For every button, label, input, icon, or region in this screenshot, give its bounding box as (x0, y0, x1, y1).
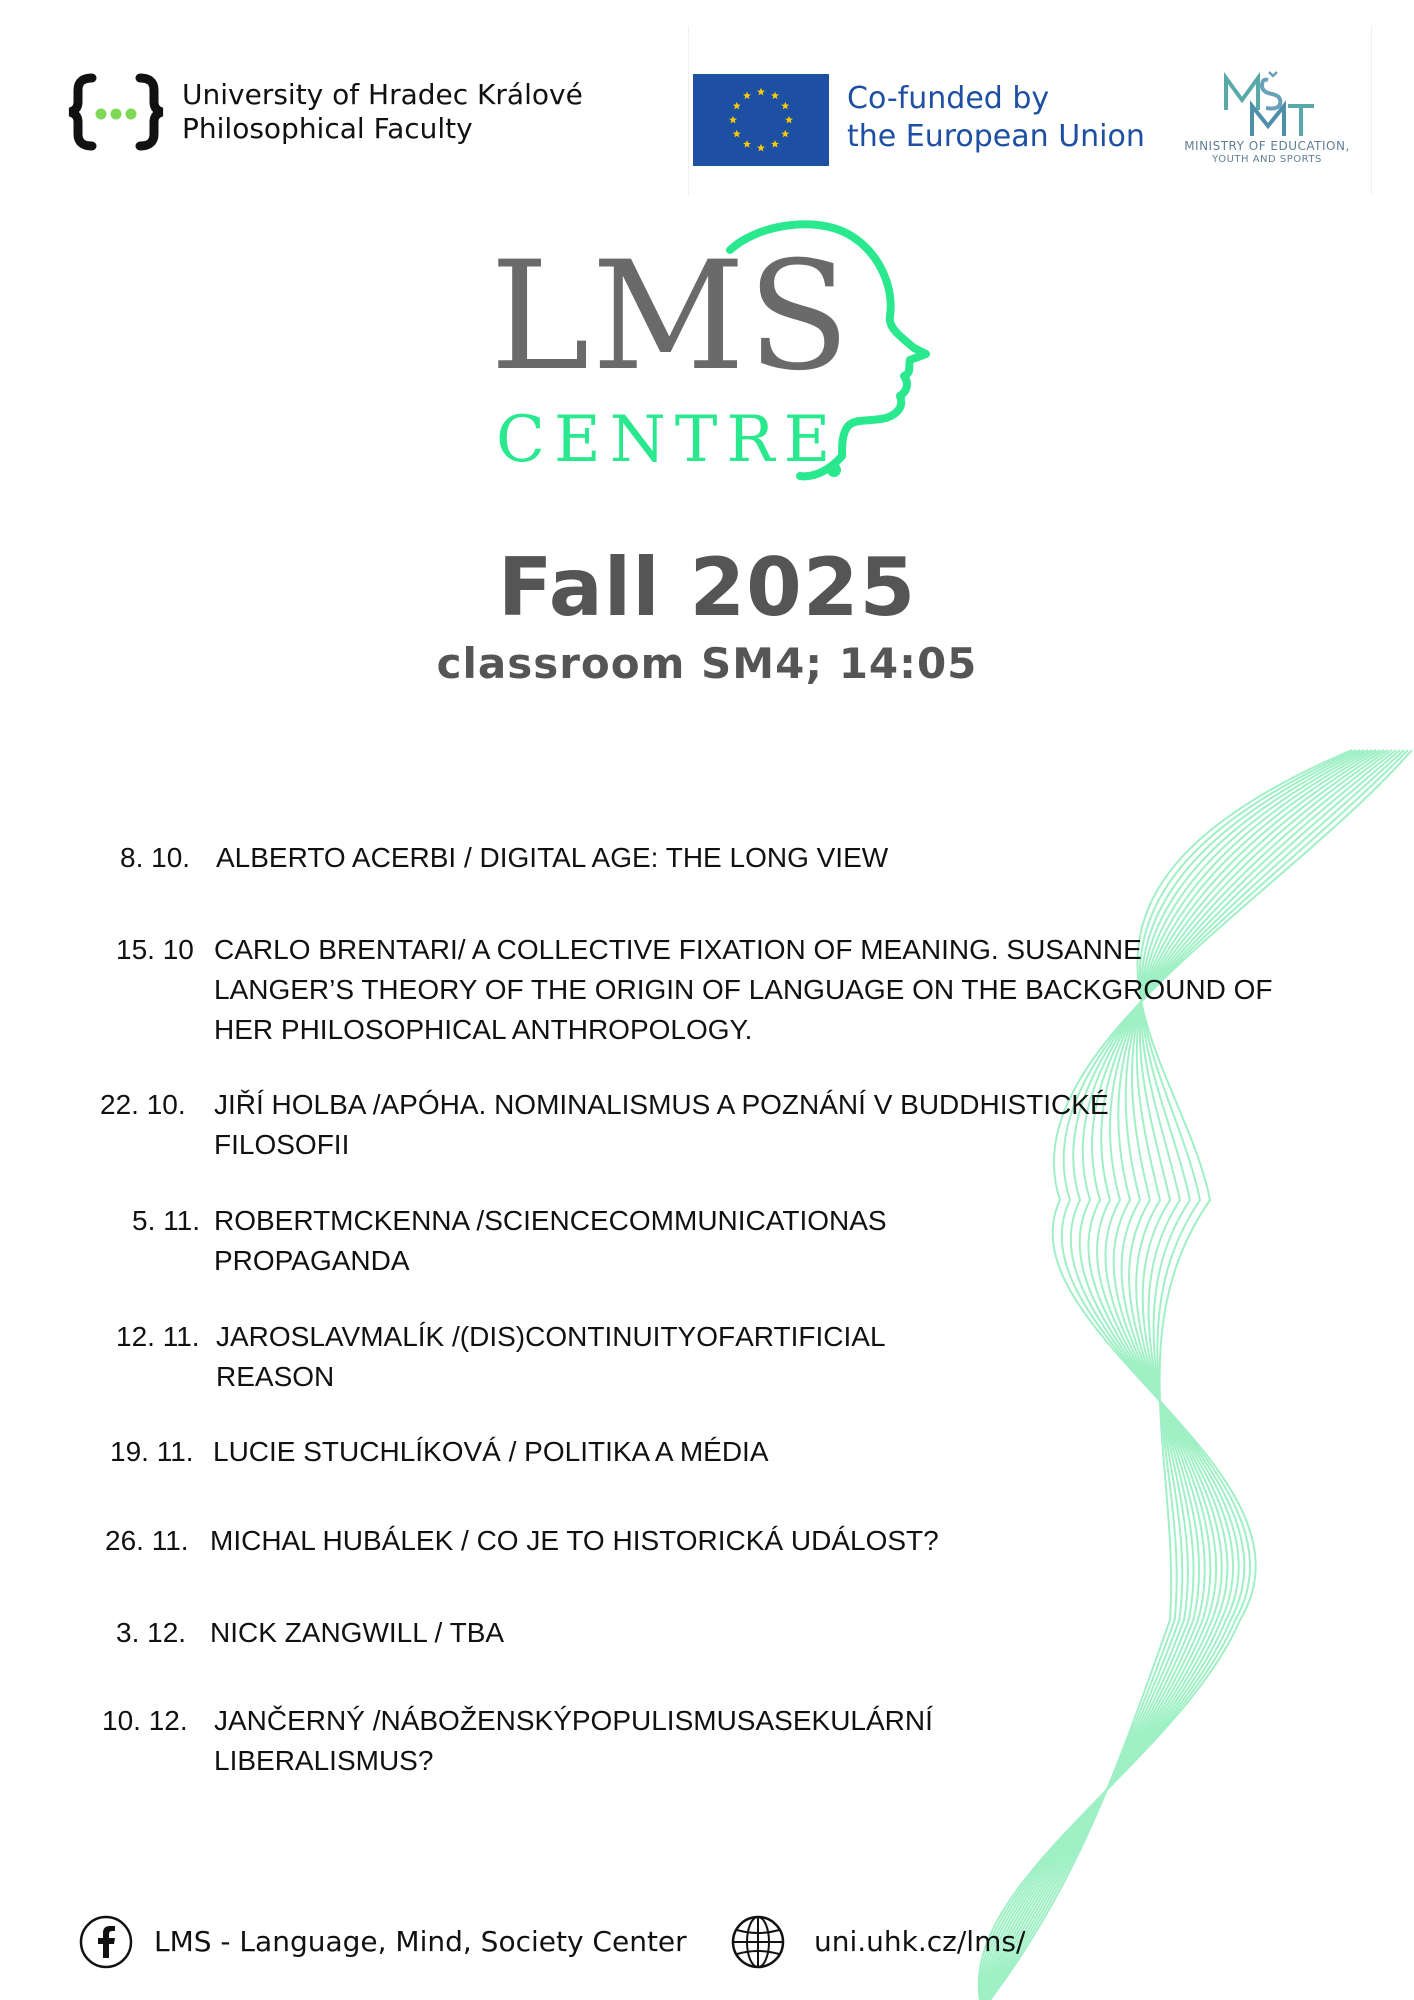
lecture-word: ČERNÝ / (266, 1705, 381, 1736)
ministry-logo (1177, 70, 1357, 180)
lecture-word: MALÍK / (360, 1321, 460, 1352)
lecture-date: 26. 11. (105, 1525, 189, 1556)
lecture-date: 3. 12. (116, 1617, 187, 1648)
lecture-date: 12. 11. (116, 1321, 200, 1352)
lecture-word: ROBERT (214, 1205, 331, 1236)
lecture-date: 15. 10 (116, 934, 194, 965)
eu-cofunded-line1: Co-funded by (847, 81, 1050, 116)
lecture-text-line: LIBERALISMUS? (214, 1745, 434, 1776)
lecture-text-line: HER PHILOSOPHICAL ANTHROPOLOGY. (214, 1014, 753, 1045)
lecture-word: SCIENCE (484, 1205, 609, 1236)
lecture-word: ARTIFICIAL (735, 1321, 886, 1352)
lecture-word: POPULISMUS (571, 1705, 756, 1736)
uhk-brackets-logo-icon (66, 72, 166, 152)
website-link[interactable]: uni.uhk.cz/lms/ (814, 1925, 1026, 1958)
eu-cofunded-line2: the European Union (847, 119, 1145, 154)
lecture-word: SEKULÁRNÍ (774, 1705, 933, 1736)
lecture-date: 22. 10. (100, 1089, 186, 1120)
lecture-word: (DIS)CONTINUITY (459, 1321, 697, 1352)
eu-flag-icon (693, 74, 829, 166)
lecture-date: 10. 12. (102, 1705, 188, 1736)
ministry-name-line1: MINISTRY OF EDUCATION, (1184, 139, 1350, 153)
faculty-name: Philosophical Faculty (182, 112, 473, 145)
lecture-date: 8. 10. (120, 842, 191, 873)
lecture-word: JAN (214, 1705, 267, 1736)
lms-centre-logo (490, 212, 940, 482)
lecture-word: COMMUNICATION (608, 1205, 850, 1236)
lecture-word: MCKENNA / (330, 1205, 485, 1236)
globe-icon[interactable] (730, 1914, 786, 1970)
lecture-word: OF (696, 1321, 736, 1352)
lecture-text-line: LANGER’S THEORY OF THE ORIGIN OF LANGUAGE ON THE BACKGROUND OF (214, 974, 1273, 1005)
lecture-text-line: CARLO BRENTARI/ A COLLECTIVE FIXATION OF MEANING. SUSANNE (214, 934, 1142, 965)
lecture-text-line: MICHAL HUBÁLEK / CO JE TO HISTORICKÁ UDÁLOST? (210, 1525, 939, 1556)
lecture-text-line: FILOSOFII (214, 1129, 350, 1160)
lecture-text-line: ALBERTO ACERBI / DIGITAL AGE: THE LONG VIEW (216, 842, 889, 873)
lecture-text-line: JIŘÍ HOLBA /APÓHA. NOMINALISMUS A POZNÁNÍ V BUDDHISTICKÉ (214, 1089, 1109, 1120)
centre-wordmark: CENTRE (496, 403, 840, 477)
lecture-word: NÁBOŽENSKÝ (380, 1705, 572, 1736)
msmt-monogram-icon (1212, 70, 1322, 140)
lecture-text-line (216, 1317, 886, 1357)
lecture-word: AS (849, 1205, 887, 1236)
university-name: University of Hradec Králové (182, 78, 583, 111)
lecture-word: A (755, 1705, 775, 1736)
facebook-page-label[interactable]: LMS - Language, Mind, Society Center (154, 1925, 687, 1958)
lecture-date: 5. 11. (132, 1205, 200, 1236)
facebook-icon[interactable] (78, 1914, 134, 1970)
lecture-text-line: PROPAGANDA (214, 1245, 410, 1276)
footer (78, 1914, 1078, 1970)
partner-logos (688, 26, 1372, 196)
lecture-text-line: NICK ZANGWILL / TBA (210, 1617, 505, 1648)
ministry-name-line2: YOUTH AND SPORTS (1212, 154, 1322, 165)
university-logo-block (66, 72, 583, 152)
lecture-text-line: LUCIE STUCHLÍKOVÁ / POLITIKA A MÉDIA (213, 1436, 769, 1467)
lecture-word: JAROSLAV (216, 1321, 361, 1352)
season-title: Fall 2025 (497, 541, 917, 634)
lms-wordmark: LMS (490, 230, 852, 404)
venue-time: classroom SM4; 14:05 (436, 639, 978, 688)
lecture-text-line (214, 1201, 887, 1241)
lecture-text-line (214, 1701, 933, 1741)
lecture-text-line: REASON (216, 1361, 335, 1392)
lecture-date: 19. 11. (110, 1436, 194, 1467)
